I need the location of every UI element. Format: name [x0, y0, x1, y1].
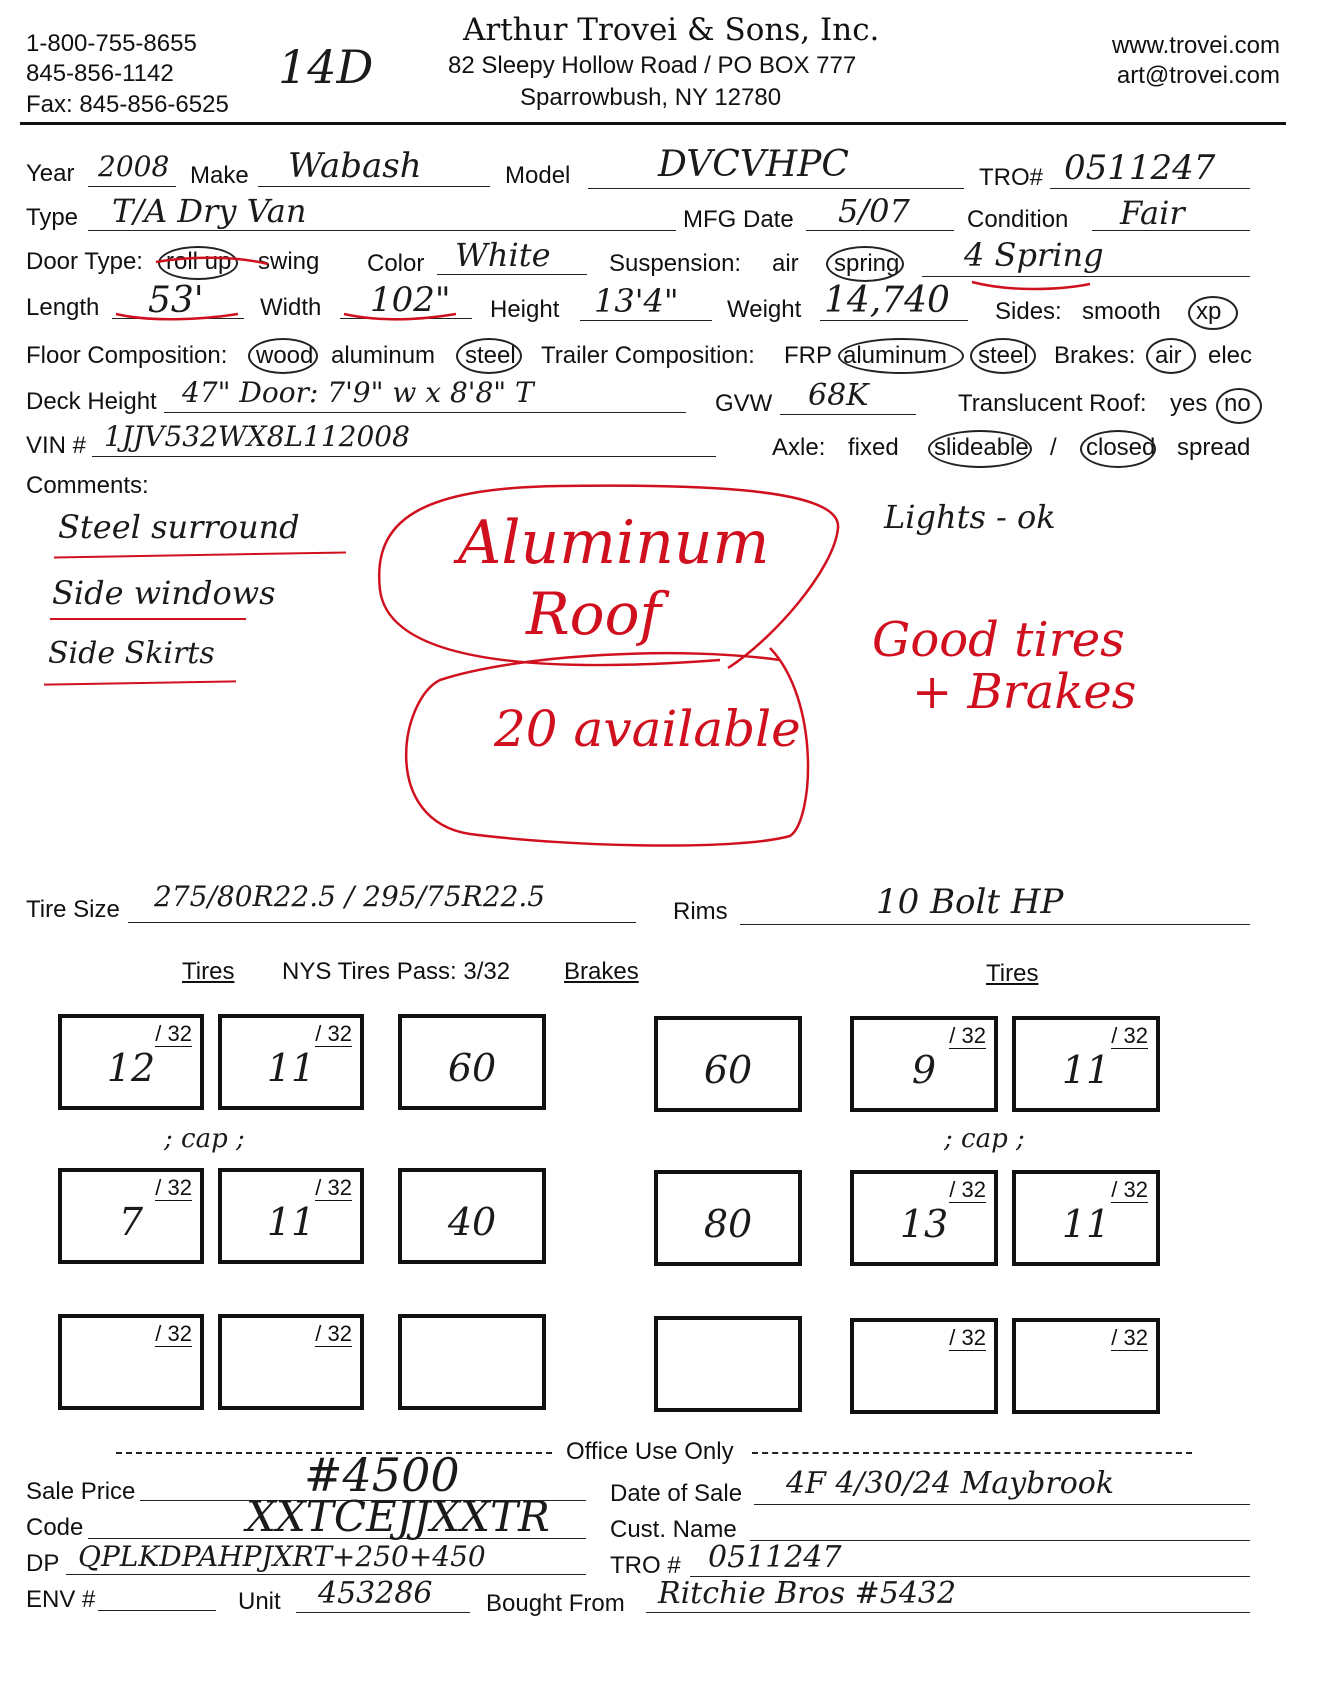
website-link[interactable]: www.trovei.com	[1111, 32, 1280, 59]
axle-option-closed[interactable]: closed	[1086, 434, 1156, 461]
tire-box-right-inner[interactable]	[850, 1318, 998, 1414]
trailer-option-steel[interactable]: steel	[978, 342, 1029, 369]
red-underline-width	[344, 314, 456, 319]
bought-from-line	[646, 1612, 1250, 1613]
color-label: Color	[367, 250, 425, 277]
condition-label: Condition	[967, 206, 1069, 233]
brake-value: 60	[703, 1048, 753, 1092]
red-underline-length	[116, 314, 238, 319]
tro-label: TRO#	[979, 164, 1044, 191]
sides-label: Sides:	[995, 298, 1062, 325]
suspension-option-air[interactable]: air	[772, 250, 799, 277]
suspension-field[interactable]: 4 Spring	[964, 236, 1104, 274]
env-line	[98, 1610, 216, 1611]
comments-label: Comments:	[26, 472, 149, 499]
brake-box-left[interactable]	[398, 1168, 546, 1264]
sale-price-field[interactable]: #4500	[304, 1448, 460, 1502]
roof-option-no[interactable]: no	[1224, 390, 1251, 417]
red-note-20-available: 20 available	[494, 700, 801, 758]
env-label: ENV #	[26, 1586, 96, 1613]
brake-box-left[interactable]	[398, 1014, 546, 1110]
phone-1: 1-800-755-8655	[26, 30, 197, 57]
tread-fraction: / 32	[155, 1175, 192, 1200]
brake-box-right[interactable]	[654, 1016, 802, 1112]
tire-box-left-inner[interactable]	[218, 1168, 364, 1264]
sides-option-xp[interactable]: xp	[1196, 298, 1222, 325]
brakes-label: Brakes:	[1054, 342, 1136, 369]
length-label: Length	[26, 294, 100, 321]
tread-fraction: / 32	[315, 1321, 352, 1346]
company-name: Arthur Trovei & Sons, Inc.	[463, 12, 880, 48]
sides-option-smooth[interactable]: smooth	[1082, 298, 1161, 325]
red-underline-suspension	[972, 282, 1090, 289]
bought-from-label: Bought From	[486, 1590, 625, 1617]
tire-value: 13	[899, 1202, 949, 1246]
tire-value: 7	[118, 1200, 144, 1244]
rims-line	[740, 924, 1250, 925]
tire-value: 12	[106, 1046, 156, 1090]
rims-field[interactable]: 10 Bolt HP	[876, 882, 1064, 922]
floor-option-wood[interactable]: wood	[256, 342, 314, 369]
trailer-option-aluminum[interactable]: aluminum	[843, 342, 948, 369]
date-of-sale-field[interactable]: 4F 4/30/24 Maybrook	[786, 1466, 1115, 1501]
tread-fraction: / 32	[949, 1023, 986, 1048]
tire-box-right-outer[interactable]	[1012, 1318, 1160, 1414]
brake-box-right[interactable]	[654, 1170, 802, 1266]
make-label: Make	[190, 162, 249, 189]
red-strike-rollup	[156, 258, 268, 264]
rims-label: Rims	[673, 898, 728, 925]
axle-option-slideable[interactable]: slideable	[934, 434, 1029, 461]
tire-size-label: Tire Size	[26, 896, 120, 923]
tire-box-left-outer[interactable]	[58, 1014, 204, 1110]
tire-box-right-inner[interactable]	[850, 1016, 998, 1112]
tire-box-right-inner[interactable]	[850, 1170, 998, 1266]
sale-price-label: Sale Price	[26, 1478, 136, 1505]
red-note-good-tires: Good tires	[872, 612, 1125, 668]
trailer-composition-label: Trailer Composition:	[541, 342, 755, 369]
cap-note-left: ; cap ;	[164, 1124, 245, 1154]
year-field[interactable]: 2008	[98, 150, 170, 183]
company-address-2: Sparrowbush, NY 12780	[520, 84, 782, 111]
model-label: Model	[505, 162, 571, 189]
type-label: Type	[26, 204, 79, 231]
tire-size-field[interactable]: 275/80R22.5 / 295/75R22.5	[154, 880, 546, 913]
suspension-label: Suspension:	[609, 250, 742, 277]
model-field[interactable]: DVCVHPC	[658, 144, 849, 185]
date-of-sale-line	[754, 1504, 1250, 1505]
tire-value: 11	[266, 1046, 316, 1090]
red-note-brakes: + Brakes	[912, 664, 1137, 720]
comment-lights-ok: Lights - ok	[884, 498, 1056, 536]
door-option-rollup[interactable]: roll up	[166, 248, 232, 275]
brake-box-left[interactable]	[398, 1314, 546, 1410]
axle-option-fixed[interactable]: fixed	[848, 434, 899, 461]
brake-box-right[interactable]	[654, 1316, 802, 1412]
color-field[interactable]: White	[455, 236, 551, 274]
axle-option-spread[interactable]: spread	[1177, 434, 1251, 461]
axle-label: Axle:	[772, 434, 826, 461]
tire-box-right-outer[interactable]	[1012, 1016, 1160, 1112]
year-label: Year	[26, 160, 75, 187]
height-label: Height	[490, 296, 560, 323]
tire-box-left-outer[interactable]	[58, 1168, 204, 1264]
handwritten-code: 14D	[278, 40, 374, 94]
tire-box-left-inner[interactable]	[218, 1014, 364, 1110]
code-field[interactable]: XXTCEJJXXTR	[246, 1492, 550, 1541]
tires-heading-left: Tires	[182, 958, 235, 985]
mfg-field[interactable]: 5/07	[838, 192, 910, 230]
deck-height-field[interactable]: 47" Door: 7'9" w x 8'8" T	[182, 376, 534, 409]
tread-fraction: / 32	[315, 1021, 352, 1046]
tread-fraction: / 32	[1111, 1023, 1148, 1048]
door-option-swing[interactable]: swing	[258, 248, 320, 275]
condition-field[interactable]: Fair	[1120, 194, 1185, 232]
mfg-label: MFG Date	[683, 206, 794, 233]
tires-heading-right: Tires	[986, 960, 1039, 987]
suspension-option-spring[interactable]: spring	[834, 250, 900, 277]
dp-field[interactable]: QPLKDPAHPJXRT+250+450	[78, 1540, 486, 1573]
tro-field[interactable]: 0511247	[1064, 148, 1216, 188]
nys-tires-pass: NYS Tires Pass: 3/32	[282, 958, 511, 985]
tread-fraction: / 32	[949, 1177, 986, 1202]
tire-value: 11	[1061, 1202, 1111, 1246]
gvw-label: GVW	[715, 390, 773, 417]
trailer-option-frp[interactable]: FRP	[784, 342, 832, 369]
red-note-roof: Roof	[526, 580, 661, 648]
brake-value: 60	[447, 1046, 497, 1090]
cust-name-label: Cust. Name	[610, 1516, 737, 1543]
translucent-roof-label: Translucent Roof:	[958, 390, 1147, 417]
office-tro-label: TRO #	[610, 1552, 681, 1579]
office-tro-field[interactable]: 0511247	[708, 1540, 842, 1575]
weight-label: Weight	[727, 296, 802, 323]
floor-option-aluminum[interactable]: aluminum	[331, 342, 436, 369]
tire-value: 9	[911, 1048, 937, 1092]
unit-field[interactable]: 453286	[318, 1576, 433, 1611]
comment-steel-surround: Steel surround	[58, 508, 300, 546]
make-field[interactable]: Wabash	[288, 146, 422, 186]
width-field[interactable]: 102"	[370, 280, 451, 320]
red-note-aluminum: Aluminum	[458, 508, 770, 578]
floor-option-steel[interactable]: steel	[465, 342, 516, 369]
type-field[interactable]: T/A Dry Van	[112, 192, 307, 230]
vin-label: VIN #	[26, 432, 87, 459]
door-type-label: Door Type:	[26, 248, 143, 275]
tire-box-left-outer[interactable]	[58, 1314, 204, 1410]
brake-value: 40	[447, 1200, 497, 1244]
email-link[interactable]: art@trovei.com	[1116, 62, 1280, 89]
dp-line	[66, 1574, 586, 1575]
width-label: Width	[260, 294, 322, 321]
comment-side-skirts: Side Skirts	[48, 636, 215, 671]
vin-field[interactable]: 1JJV532WX8L112008	[104, 420, 410, 453]
unit-label: Unit	[238, 1588, 281, 1615]
brakes-option-elec[interactable]: elec	[1208, 342, 1253, 369]
unit-line	[296, 1612, 470, 1613]
office-dash-right	[752, 1452, 1192, 1454]
company-address-1: 82 Sleepy Hollow Road / PO BOX 777	[448, 52, 857, 79]
date-of-sale-label: Date of Sale	[610, 1480, 743, 1507]
tread-fraction: / 32	[155, 1321, 192, 1346]
tread-fraction: / 32	[949, 1325, 986, 1350]
office-use-heading: Office Use Only	[566, 1438, 734, 1465]
roof-option-yes[interactable]: yes	[1170, 390, 1208, 417]
tire-box-right-outer[interactable]	[1012, 1170, 1160, 1266]
tread-fraction: / 32	[1111, 1325, 1148, 1350]
brake-value: 80	[703, 1202, 753, 1246]
brakes-heading: Brakes	[564, 958, 639, 985]
gvw-field[interactable]: 68K	[808, 378, 869, 413]
tire-value: 11	[1061, 1048, 1111, 1092]
tire-value: 11	[266, 1200, 316, 1244]
phone-2: 845-856-1142	[26, 60, 174, 87]
weight-field[interactable]: 14,740	[824, 280, 950, 321]
tread-fraction: / 32	[1111, 1177, 1148, 1202]
brakes-option-air[interactable]: air	[1155, 342, 1182, 369]
deck-height-label: Deck Height	[26, 388, 157, 415]
floor-composition-label: Floor Composition:	[26, 342, 228, 369]
comment-side-windows: Side windows	[52, 574, 276, 612]
length-field[interactable]: 53'	[148, 280, 204, 321]
height-field[interactable]: 13'4"	[594, 282, 679, 320]
tire-box-left-inner[interactable]	[218, 1314, 364, 1410]
tire-size-line	[128, 922, 636, 923]
fax: Fax: 845-856-6525	[26, 91, 229, 118]
bought-from-field[interactable]: Ritchie Bros #5432	[658, 1576, 957, 1611]
axle-separator: /	[1050, 434, 1057, 461]
code-label: Code	[26, 1514, 84, 1541]
cap-note-right: ; cap ;	[944, 1124, 1025, 1154]
tread-fraction: / 32	[315, 1175, 352, 1200]
tread-fraction: / 32	[155, 1021, 192, 1046]
dp-label: DP	[26, 1550, 60, 1577]
